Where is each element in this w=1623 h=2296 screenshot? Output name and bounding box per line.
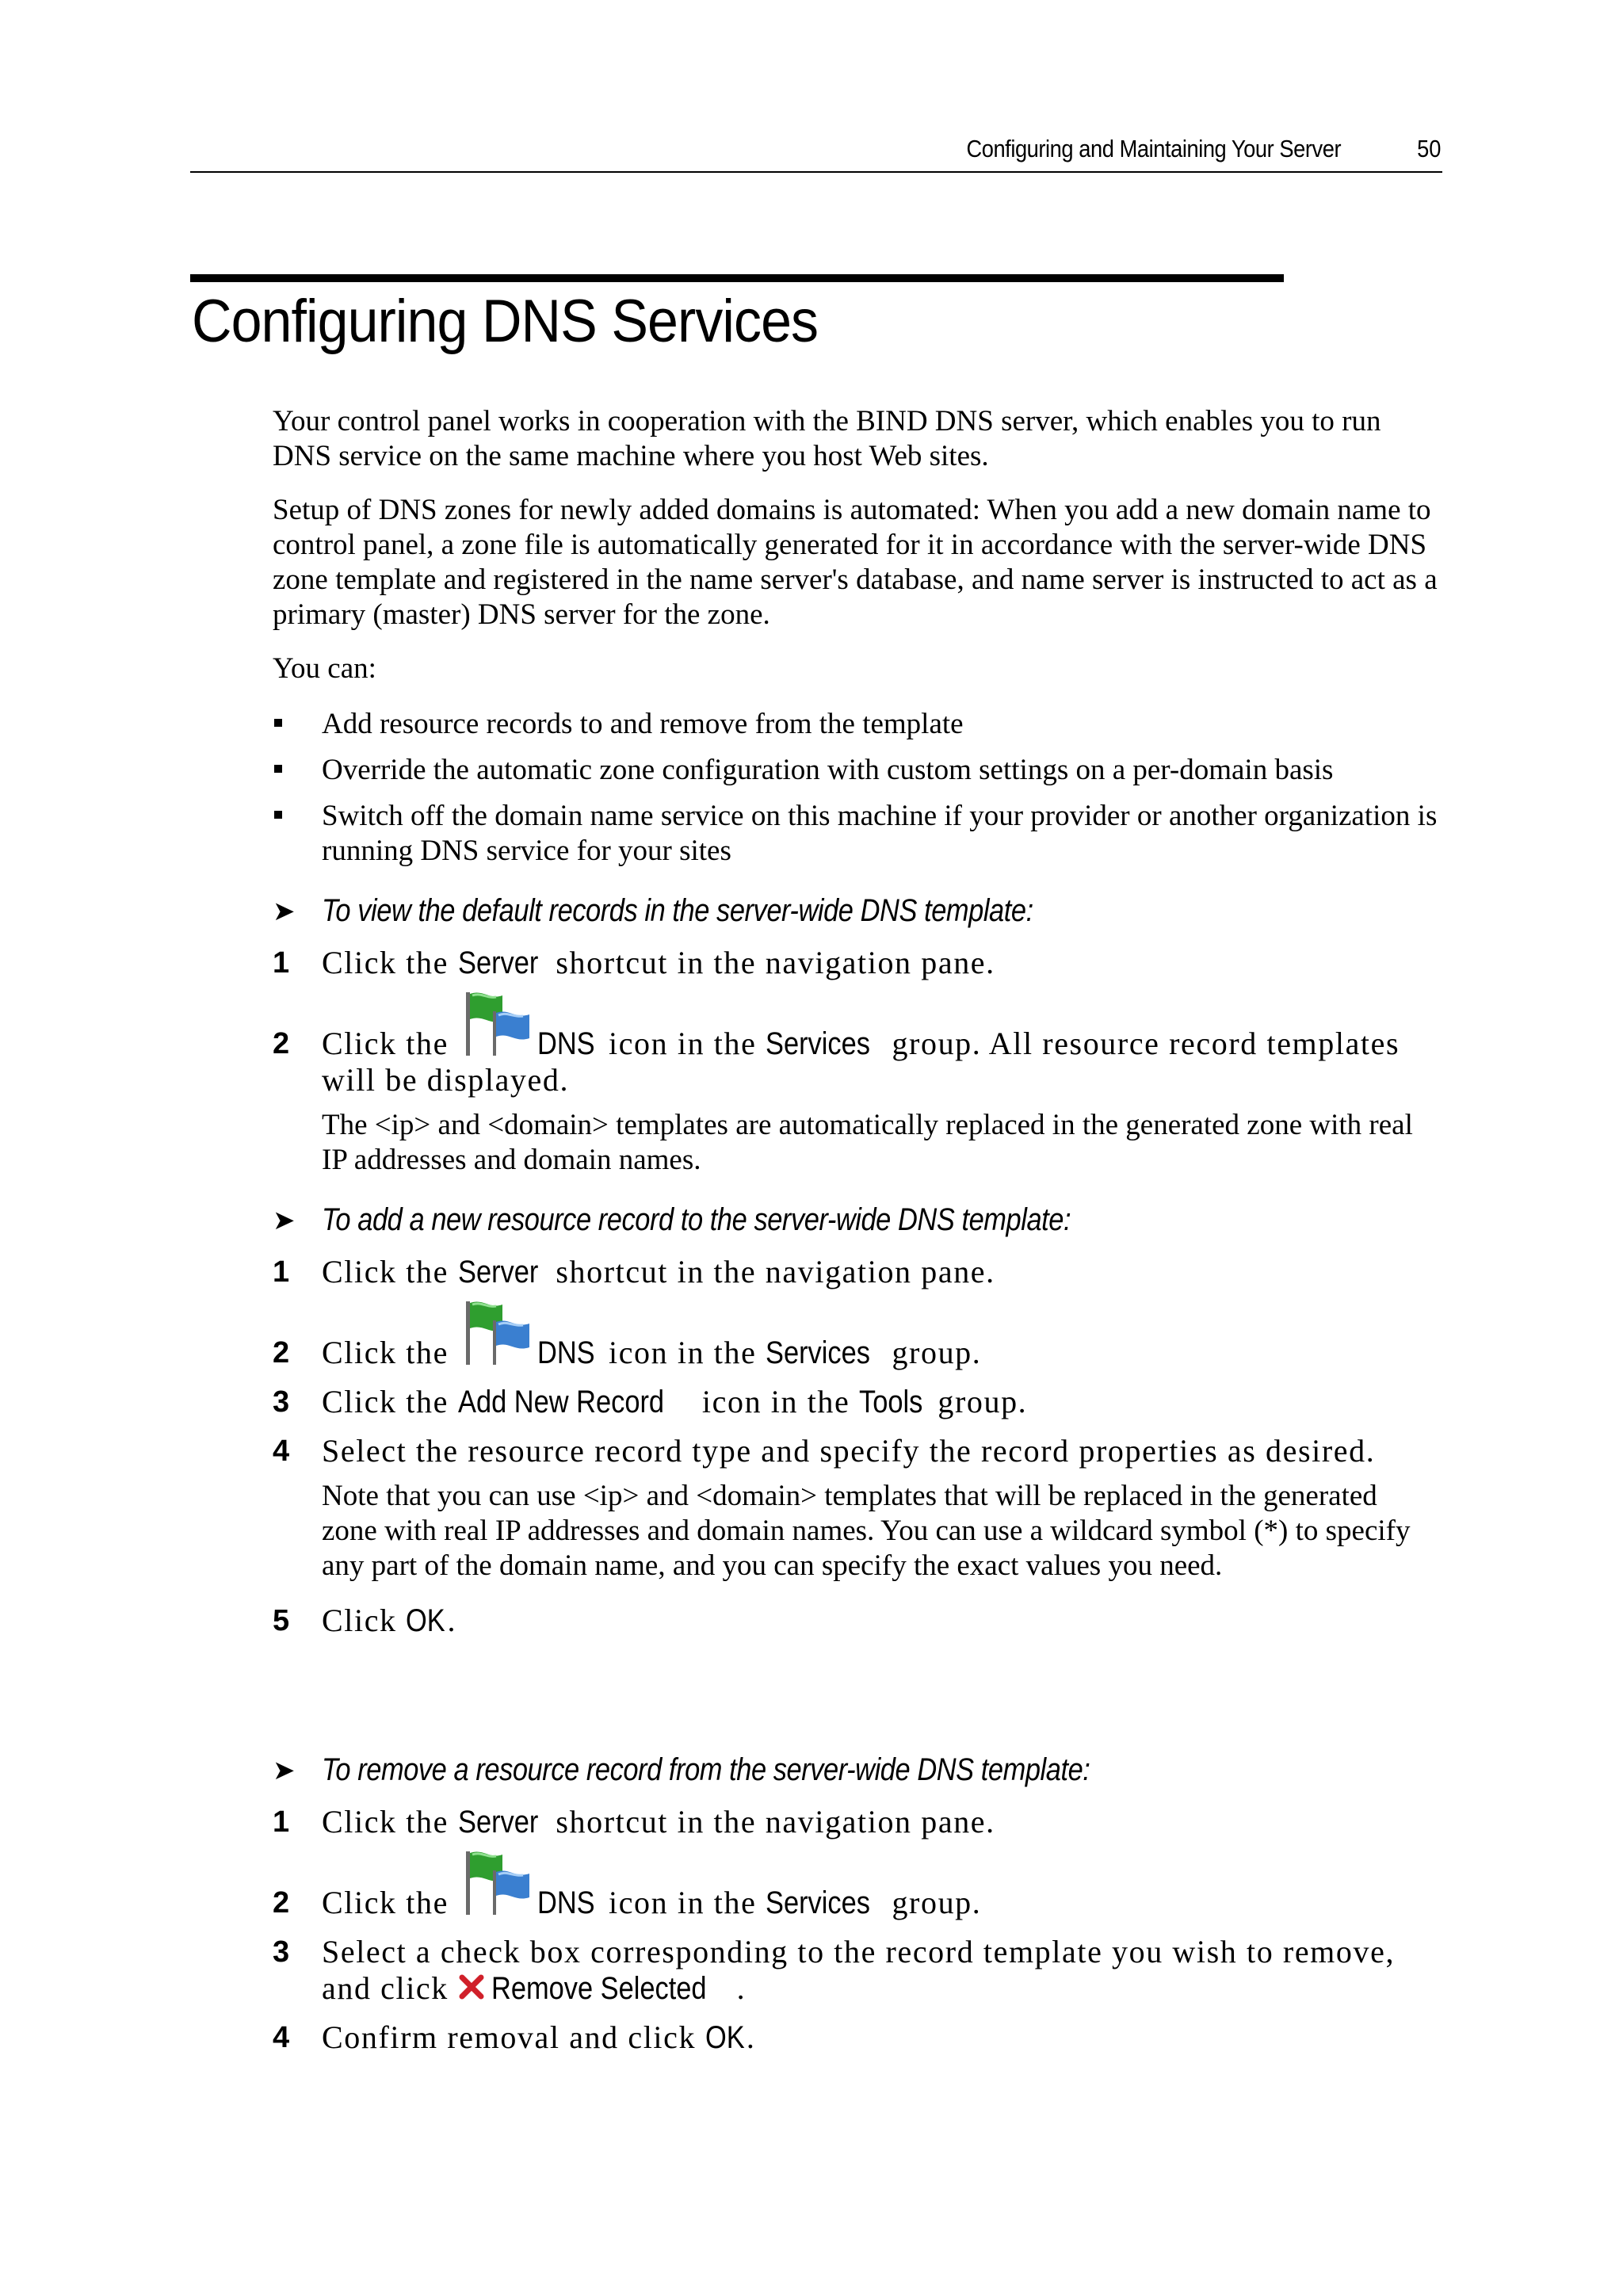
main-content: [273, 404, 1438, 2069]
ui-term-server: Server: [457, 946, 538, 980]
procedure-step: 3 Click the Add New Record icon in the Tools group.: [273, 1384, 1028, 1419]
list-item: Add resource records to and remove from the template: [273, 707, 1438, 742]
ui-term-tools: Tools: [858, 1385, 923, 1419]
procedure-step: 1 Click the Server shortcut in the navigation pane.: [273, 1804, 995, 1839]
title-rule: [190, 274, 1284, 282]
list-item: Switch off the domain name service on this machine if your provider or another organization is running DNS service for your sites: [273, 799, 1438, 869]
dns-flag-icon: [460, 1848, 536, 1920]
ui-term-dns: DNS: [537, 1335, 595, 1370]
ui-term-services: Services: [766, 1026, 870, 1061]
running-header: [190, 135, 1442, 173]
ui-term-services: Services: [766, 1335, 870, 1370]
procedure-step: 2 Click the DNS icon in the Services group.: [273, 1303, 1438, 1371]
procedure-heading-add: ➤ To add a new resource record to the server-wide DNS template:: [273, 1202, 1071, 1237]
remove-x-icon: [458, 1973, 485, 2000]
procedure-step: 1 Click the Server shortcut in the navigation pane.: [273, 945, 995, 980]
you-can-label: You can:: [273, 652, 376, 685]
step-note: The <ip> and <domain> templates are automatically replaced in the generated zone with real IP addresses and domain names.: [322, 1109, 1413, 1176]
list-item: Override the automatic zone configuration with custom settings on a per-domain basis: [273, 753, 1438, 788]
procedure-step: 3 Select a check box corresponding to the record template you wish to remove, and click Remove Selected .: [273, 1934, 1396, 2006]
dns-flag-icon: [460, 1298, 536, 1370]
procedure-step: 4 Confirm removal and click OK.: [273, 2019, 756, 2055]
arrow-bullet-icon: ➤: [273, 896, 296, 927]
ui-term-add-new-record: Add New Record: [457, 1385, 664, 1419]
ui-term-dns: DNS: [537, 1885, 595, 1920]
arrow-bullet-icon: ➤: [273, 1205, 296, 1236]
procedure-step: 2 Click the DNS icon in the Services group. All resource record templates will be displayed.: [273, 994, 1438, 1098]
ui-term-server: Server: [457, 1805, 538, 1839]
procedure-step: 5 Click OK.: [273, 1603, 457, 1638]
procedure-step: 1 Click the Server shortcut in the navigation pane.: [273, 1254, 995, 1289]
procedure-step: 2 Click the DNS icon in the Services group.: [273, 1853, 1438, 1921]
ui-term-ok: OK: [406, 1603, 445, 1638]
square-bullet-icon: [274, 765, 282, 773]
intro-paragraph: Your control panel works in cooperation with the BIND DNS server, which enables you to run DNS service on the same machine where you host Web sites.: [273, 405, 1381, 472]
ui-term-ok: OK: [705, 2020, 745, 2055]
ui-term-dns: DNS: [537, 1026, 595, 1061]
page-number: 50: [1416, 135, 1441, 162]
arrow-bullet-icon: ➤: [273, 1755, 296, 1786]
dns-flag-icon: [460, 989, 536, 1060]
ui-term-server: Server: [457, 1255, 538, 1289]
ui-term-services: Services: [766, 1885, 870, 1920]
ui-term-remove-selected: Remove Selected: [491, 1971, 707, 2006]
square-bullet-icon: [274, 811, 282, 819]
capabilities-list: [273, 707, 1438, 869]
page-title: Configuring DNS Services: [192, 288, 819, 355]
section-spacer: [273, 1652, 1438, 1728]
intro-paragraph: Setup of DNS zones for newly added domains is automated: When you add a new domain name to control panel, a zone file is automatically generated for it in accordance with the server-wide DNS zone template and registered in the name server's database, and name server is instructed to act as a primary (master) DNS server for the zone.: [273, 494, 1438, 631]
running-header-title: Configuring and Maintaining Your Server: [966, 135, 1341, 162]
procedure-heading-view: ➤ To view the default records in the server-wide DNS template:: [273, 893, 1033, 928]
square-bullet-icon: [274, 719, 282, 727]
procedure-step: 4 Select the resource record type and specify the record properties as desired.: [273, 1433, 1376, 1469]
step-note: Note that you can use <ip> and <domain> templates that will be replaced in the generated zone with real IP addresses and domain names. You can use a wildcard symbol (*) to specify any part of the domain name, and you can specify the exact values you need.: [322, 1480, 1411, 1582]
procedure-heading-remove: ➤ To remove a resource record from the server-wide DNS template:: [273, 1752, 1090, 1787]
